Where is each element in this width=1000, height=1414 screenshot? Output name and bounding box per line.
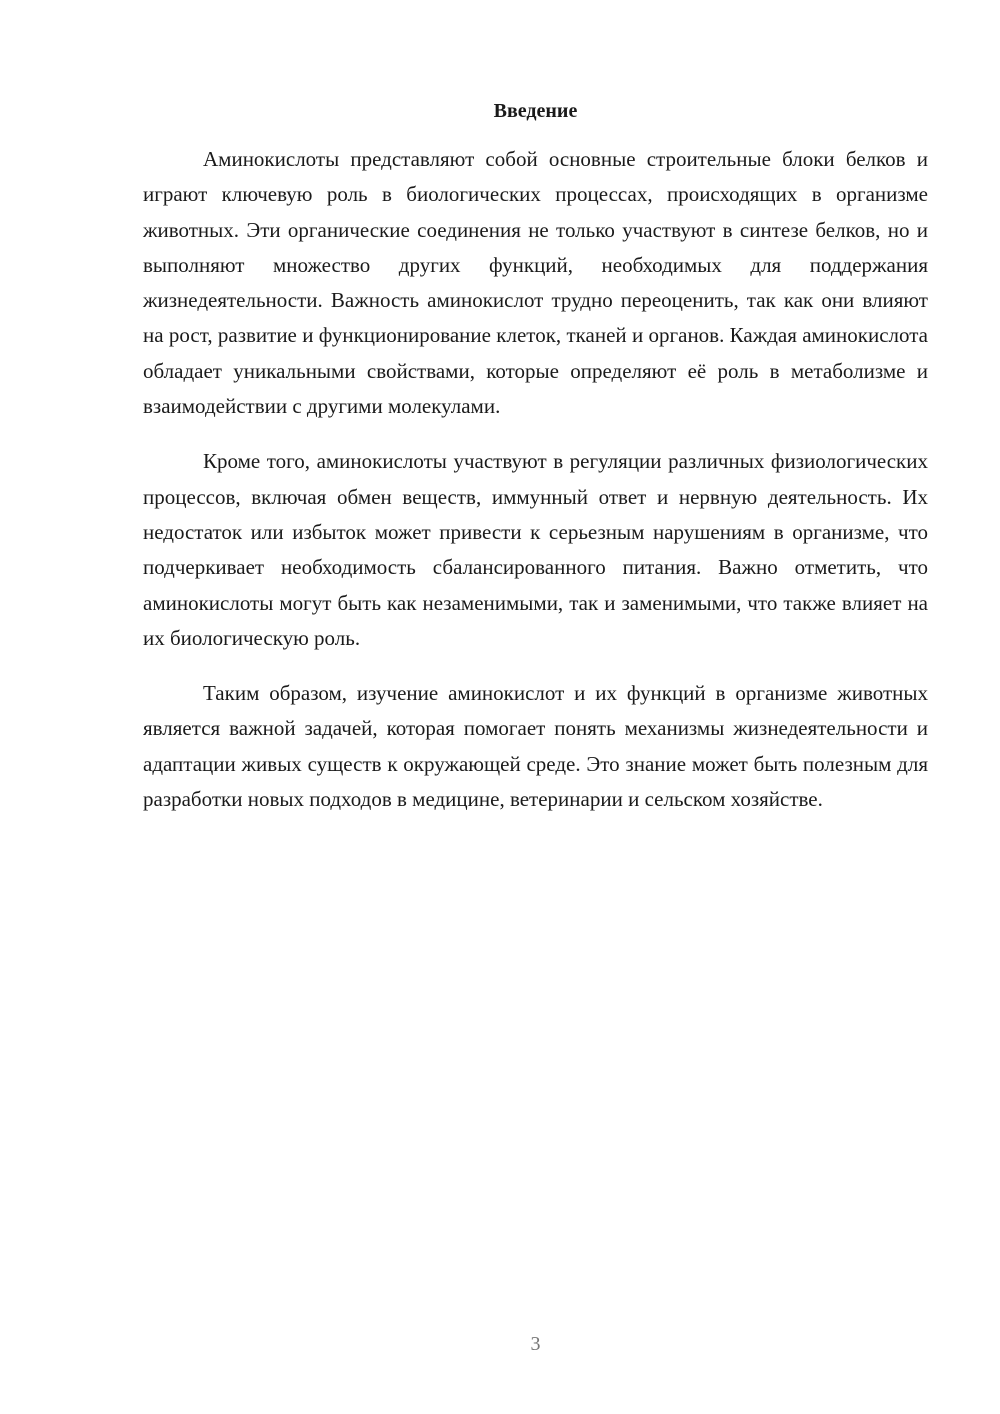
section-heading: Введение	[493, 100, 578, 122]
paragraph-1: Аминокислоты представляют собой основные строительные блоки белков и играют ключевую роль в биологических процессах, происходящих в организме животных. Эти органические соединения не только участвуют в синтезе белков, но и выполняют множество других функций, необходимых для поддержания жизнедеятельности. Важность аминокислот трудно переоценить, так как они влияют на рост, развитие и функционирование клеток, тканей и органов. Каждая аминокислота обладает уникальными свойствами, которые определяют её роль в метаболизме и взаимодействии с другими молекулами.	[143, 147, 928, 419]
document-body	[143, 142, 928, 837]
paragraph-2: Кроме того, аминокислоты участвуют в регуляции различных физиологических процессов, включая обмен веществ, иммунный ответ и нервную деятельность. Их недостаток или избыток может привести к серьезным нарушениям в организме, что подчеркивает необходимость сбалансированного питания. Важно отметить, что аминокислоты могут быть как незаменимыми, так и заменимыми, что также влияет на их биологическую роль.	[143, 449, 928, 650]
paragraph-3: Таким образом, изучение аминокислот и их функций в организме животных является важной задачей, которая помогает понять механизмы жизнедеятельности и адаптации живых существ к окружающей среде. Это знание может быть полезным для разработки новых подходов в медицине, ветеринарии и сельском хозяйстве.	[143, 681, 928, 812]
page-number: 3	[530, 1333, 541, 1355]
